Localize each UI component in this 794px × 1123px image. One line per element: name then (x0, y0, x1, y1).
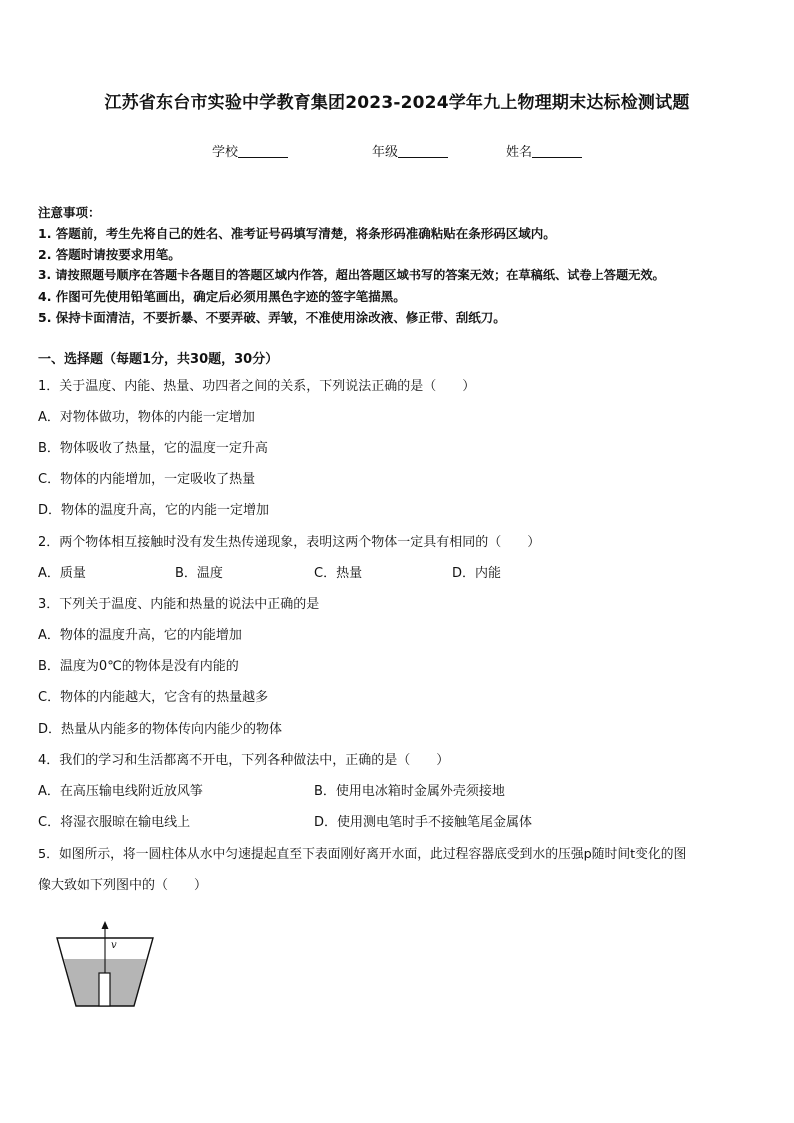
question-option: C．物体的内能越大，它含有的热量越多 (38, 690, 269, 705)
name-blank (532, 144, 582, 158)
container-figure (55, 918, 155, 1010)
school-label: 学校 (212, 145, 239, 160)
question-option: C．物体的内能增加，一定吸收了热量 (38, 472, 256, 487)
question-option: A．物体的温度升高，它的内能增加 (38, 628, 242, 643)
section-title: 一、选择题（每题1分，共30题，30分） (38, 352, 279, 367)
question-option: A．对物体做功，物体的内能一定增加 (38, 410, 255, 425)
notice-item: 1. 答题前，考生先将自己的姓名、准考证号码填写清楚，将条形码准确粘贴在条形码区域内。 (38, 226, 556, 241)
notice-item: 5. 保持卡面清洁，不要折暴、不要弄破、弄皱，不准使用涂改液、修正带、刮纸刀。 (38, 310, 506, 325)
grade-label: 年级 (372, 145, 399, 160)
question-option: D．热量从内能多的物体传向内能少的物体 (38, 722, 283, 737)
question-option: D．内能 (452, 566, 502, 581)
question-stem: 1．关于温度、内能、热量、功四者之间的关系，下列说法正确的是（ ） (38, 379, 476, 394)
question-stem-continued: 像大致如下列图中的（ ） (38, 878, 208, 893)
notice-item: 3. 请按照题号顺序在答题卡各题目的答题区域内作答，超出答题区域书写的答案无效；在草稿纸、试卷上答题无效。 (38, 268, 665, 282)
notice-item: 4. 作图可先使用铅笔画出，确定后必须用黑色字迹的签字笔描黑。 (38, 289, 406, 304)
question-option: A．质量 (38, 566, 86, 581)
question-option: B．温度 (175, 566, 223, 581)
question-stem: 3．下列关于温度、内能和热量的说法中正确的是 (38, 597, 320, 612)
cylinder (99, 973, 110, 1006)
question-stem: 5．如图所示，将一圆柱体从水中匀速提起直至下表面刚好离开水面，此过程容器底受到水的压强p随时间t变化的图 (38, 847, 687, 862)
velocity-label: v (111, 940, 117, 951)
question-option: D．物体的温度升高，它的内能一定增加 (38, 503, 270, 518)
question-option: A．在高压输电线附近放风筝 (38, 784, 203, 799)
question-option: D．使用测电笔时手不接触笔尾金属体 (314, 815, 533, 830)
question-stem: 4．我们的学习和生活都离不开电，下列各种做法中，正确的是（ ） (38, 753, 450, 768)
school-field (212, 141, 288, 160)
question-option: C．将湿衣服晾在输电线上 (38, 815, 191, 830)
school-blank (238, 144, 288, 158)
grade-blank (398, 144, 448, 158)
name-label: 姓名 (506, 145, 533, 160)
grade-field (372, 141, 448, 160)
question-option: B．物体吸收了热量，它的温度一定升高 (38, 441, 268, 456)
name-field (506, 141, 582, 160)
question-stem: 2．两个物体相互接触时没有发生热传递现象，表明这两个物体一定具有相同的（ ） (38, 535, 541, 550)
notice-item: 2. 答题时请按要求用笔。 (38, 247, 181, 262)
notice-title: 注意事项： (38, 205, 101, 220)
page-title: 江苏省东台市实验中学教育集团2023-2024学年九上物理期末达标检测试题 (104, 93, 690, 113)
velocity-arrow-icon (102, 921, 109, 929)
question-option: B．使用电冰箱时金属外壳须接地 (314, 784, 505, 799)
question-option: B．温度为0℃的物体是没有内能的 (38, 659, 239, 674)
question-option: C．热量 (314, 566, 363, 581)
